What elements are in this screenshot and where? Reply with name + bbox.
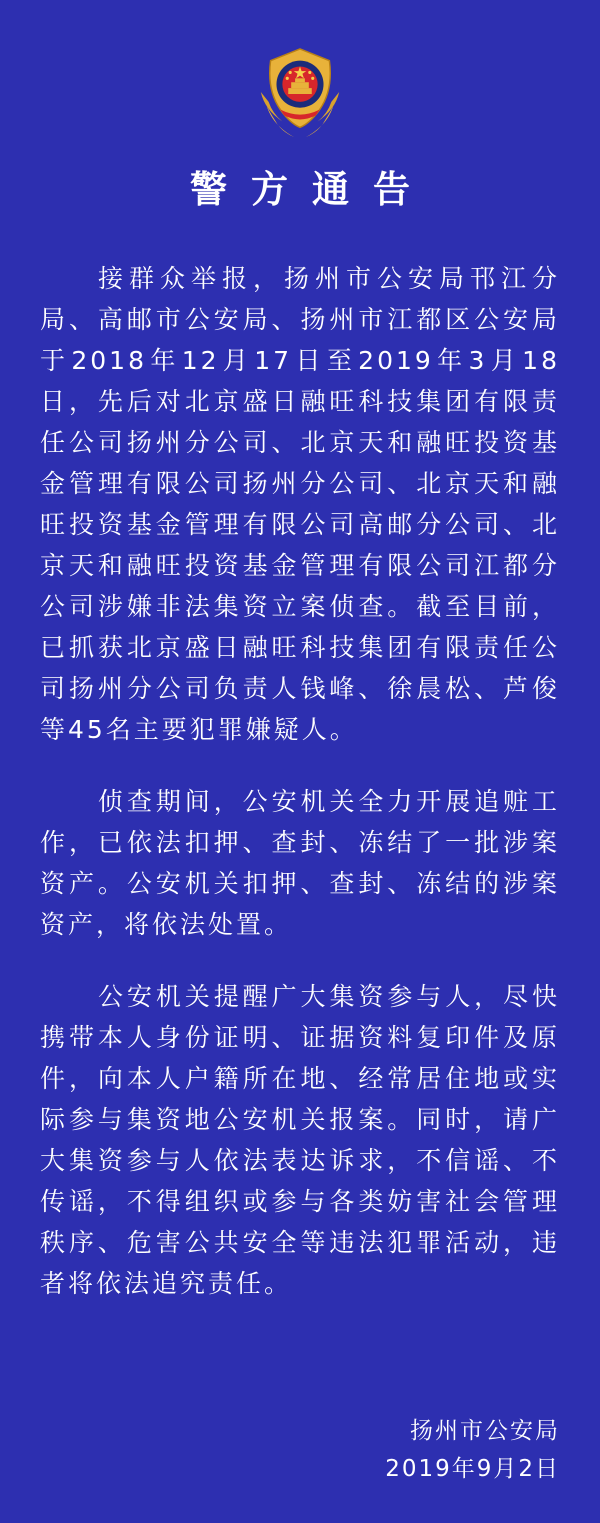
police-emblem-icon	[251, 44, 349, 144]
notice-paragraph: 公安机关提醒广大集资参与人，尽快携带本人身份证明、证据资料复印件及原件，向本人户籍所在地、经常居住地或实际参与集资地公安机关报案。同时，请广大集资参与人依法表达诉求，不信谣、不传谣，不得组织或参与各类妨害社会管理秩序、危害公共安全等违法犯罪活动，违者将依法追究责任。	[40, 982, 560, 1298]
notice-paragraph: 接群众举报，扬州市公安局邗江分局、高邮市公安局、扬州市江都区公安局于2018年12月17日至2019年3月18日，先后对北京盛日融旺科技集团有限责任公司扬州分公司、北京天和融旺投资基金管理有限公司扬州分公司、北京天和融旺投资基金管理有限公司高邮分公司、北京天和融旺投资基金管理有限公司江都分公司涉嫌非法集资立案侦查。截至目前，已抓获北京盛日融旺科技集团有限责任公司扬州分公司负责人钱峰、徐晨松、芦俊等45名主要犯罪嫌疑人。	[40, 264, 560, 744]
issue-date: 2019年9月2日	[385, 1456, 560, 1482]
notice-paragraph: 侦查期间，公安机关全力开展追赃工作，已依法扣押、查封、冻结了一批涉案资产。公安机关扣押、查封、冻结的涉案资产，将依法处置。	[40, 787, 560, 939]
notice-title: 警方通告	[190, 168, 434, 211]
notice-signature	[385, 1412, 560, 1488]
issuer-name: 扬州市公安局	[410, 1418, 560, 1444]
notice-body	[40, 258, 560, 1304]
